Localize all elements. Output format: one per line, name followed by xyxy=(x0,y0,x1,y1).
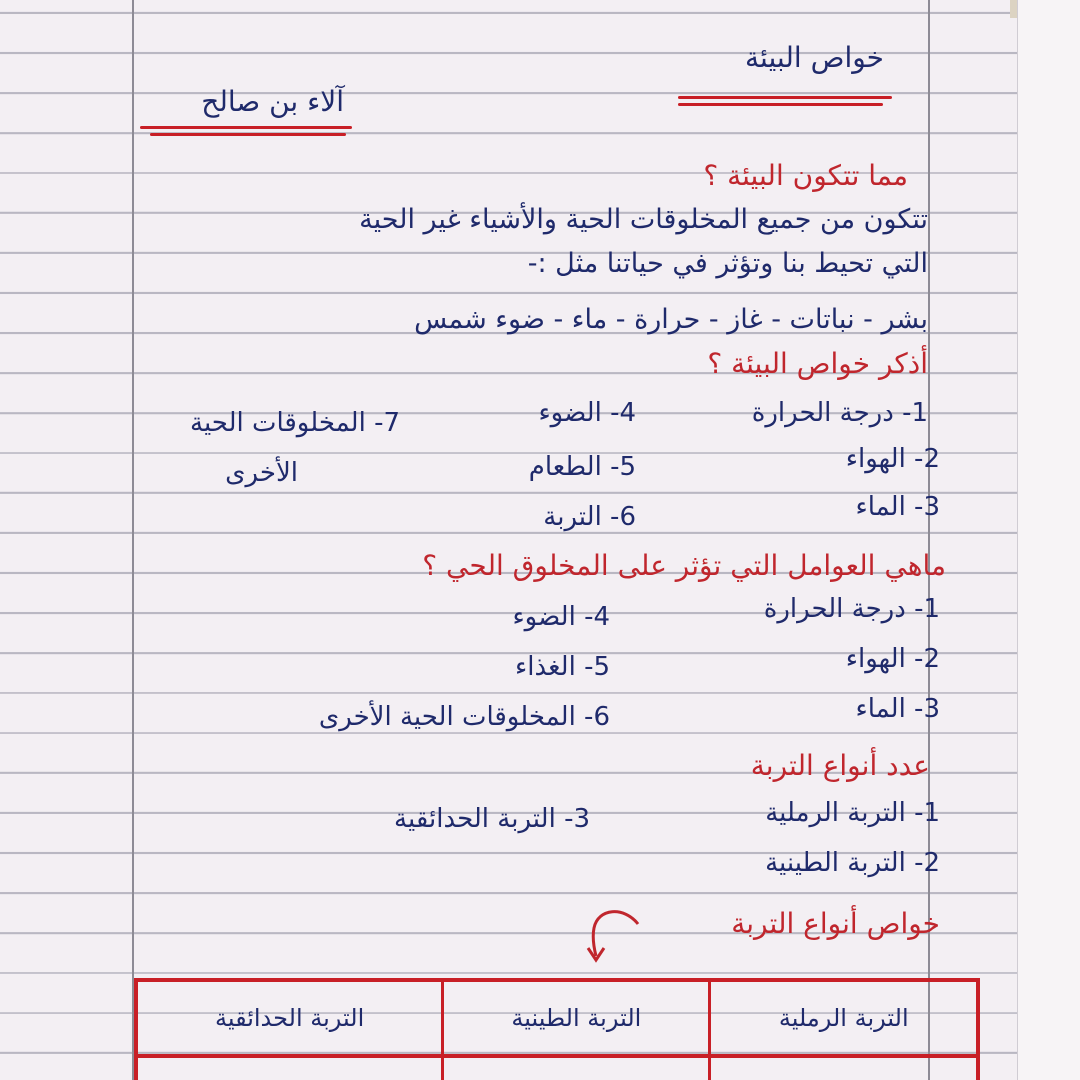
answer-line-2: التي تحيط بنا وتؤثر في حياتنا مثل :- xyxy=(527,248,928,279)
question-environment-composition: مما تتكون البيئة ؟ xyxy=(703,159,908,192)
factor-item-6: 6- المخلوقات الحية الأخرى xyxy=(318,702,610,732)
property-item-7: 7- المخلوقات الحية xyxy=(190,408,400,438)
answer-line-1: تتكون من جميع المخلوقات الحية والأشياء غير الحية xyxy=(359,204,928,235)
page-title: خواص البيئة xyxy=(745,41,884,74)
curved-arrow-icon xyxy=(584,904,644,964)
factor-item-3: 3- الماء xyxy=(855,694,940,724)
soil-properties-table xyxy=(134,978,980,1080)
page-edge xyxy=(1017,0,1080,1080)
table-header-clay: التربة الطينية xyxy=(443,980,710,1056)
factor-item-1: 1- درجة الحرارة xyxy=(763,594,940,624)
table-cell xyxy=(136,1056,443,1080)
title-underline xyxy=(678,96,892,99)
table-header-sandy: التربة الرملية xyxy=(710,980,978,1056)
question-soil-properties: خواص أنواع التربة xyxy=(731,907,940,940)
question-affecting-factors: ماهي العوامل التي تؤثر على المخلوق الحي ؟ xyxy=(422,549,946,582)
table-header-garden: التربة الحدائقية xyxy=(136,980,443,1056)
question-soil-types: عدد أنواع التربة xyxy=(750,749,930,782)
property-item-7-cont: الأخرى xyxy=(225,458,298,488)
answer-line-3: بشر - نباتات - غاز - حرارة - ماء - ضوء شمس xyxy=(414,304,928,335)
left-margin-line xyxy=(132,0,134,1080)
property-item-5: 5- الطعام xyxy=(528,452,636,482)
title-underline-2 xyxy=(678,103,883,106)
student-name: آلاء بن صالح xyxy=(201,85,344,118)
name-underline-2 xyxy=(150,133,346,136)
property-item-2: 2- الهواء xyxy=(845,444,940,474)
soil-type-2: 2- التربة الطينية xyxy=(765,848,940,878)
factor-item-2: 2- الهواء xyxy=(845,644,940,674)
factor-item-5: 5- الغذاء xyxy=(515,652,610,682)
table-cell xyxy=(710,1056,978,1080)
property-item-1: 1- درجة الحرارة xyxy=(751,398,928,428)
table-row xyxy=(136,1056,978,1080)
property-item-3: 3- الماء xyxy=(855,492,940,522)
property-item-6: 6- التربة xyxy=(543,502,636,532)
table-header-row xyxy=(136,980,978,1056)
soil-type-3: 3- التربة الحدائقية xyxy=(394,804,590,834)
soil-type-1: 1- التربة الرملية xyxy=(765,798,940,828)
factor-item-4: 4- الضوء xyxy=(512,602,610,632)
table-cell xyxy=(443,1056,710,1080)
name-underline xyxy=(140,126,352,129)
property-item-4: 4- الضوء xyxy=(538,398,636,428)
question-environment-properties: أذكر خواص البيئة ؟ xyxy=(707,347,928,380)
